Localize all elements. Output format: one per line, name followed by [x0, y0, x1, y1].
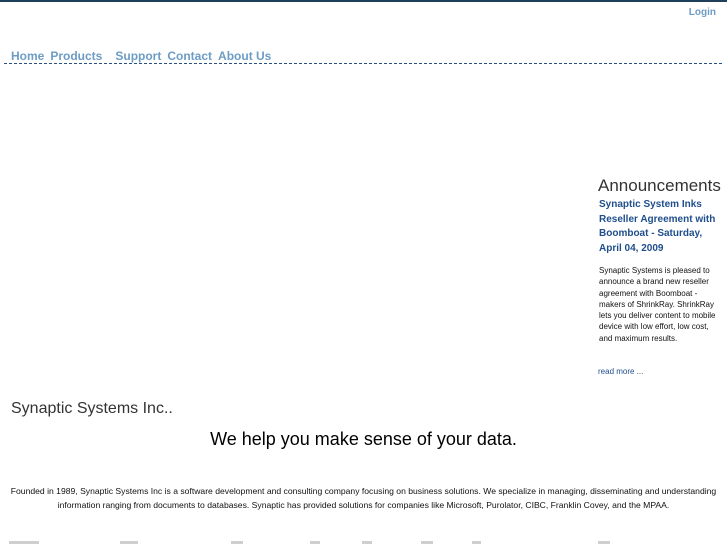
main-nav	[11, 49, 277, 63]
nav-products[interactable]: Products	[50, 49, 103, 63]
company-name: Synaptic Systems Inc..	[11, 400, 173, 417]
nav-contact[interactable]: Contact	[167, 49, 213, 63]
tagline: We help you make sense of your data.	[210, 429, 517, 449]
top-border	[0, 0, 727, 2]
nav-divider	[4, 63, 722, 64]
nav-about-us[interactable]: About Us	[218, 49, 272, 63]
about-paragraph: Founded in 1989, Synaptic Systems Inc is a software development and consulting company focusing on business solutions. We specialize in managing, disseminating and understanding information ranging from documents to databases. Synaptic has provided solutions for companies like Microsoft, Purolator, CIBC, Franklin Covey, and the MPAA.	[10, 486, 717, 510]
login-link[interactable]: Login	[688, 7, 716, 18]
announcements-heading: Announcements	[598, 176, 721, 195]
read-more-link[interactable]: read more ...	[598, 367, 644, 376]
announcement-title-link[interactable]: Synaptic System Inks Reseller Agreement with Boomboat - Saturday, April 04, 2009	[599, 199, 716, 254]
announcement-body: Synaptic Systems is pleased to announce a brand new reseller agreement with Boomboat - makers of ShrinkRay. ShrinkRay lets you deliver content to mobile device with low effort, low cost, and maximum results.	[599, 266, 716, 343]
nav-support[interactable]: Support	[115, 49, 162, 63]
cut-off-content	[0, 540, 727, 545]
nav-home[interactable]: Home	[11, 49, 45, 63]
